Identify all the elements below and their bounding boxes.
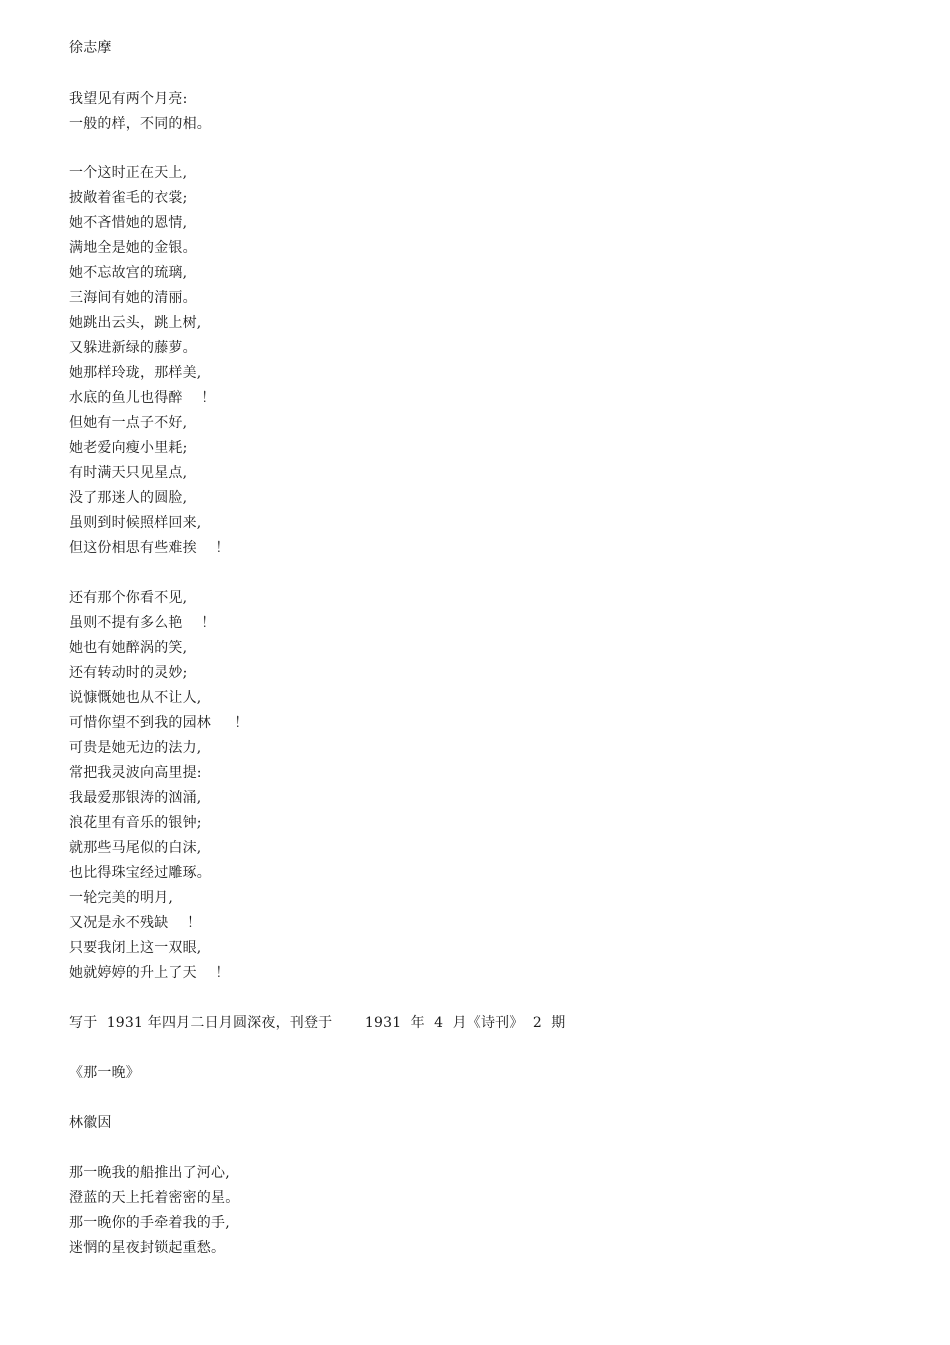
- poem-line: 她不吝惜她的恩情,: [69, 215, 188, 231]
- poem-line: 说慷慨她也从不让人,: [69, 690, 202, 706]
- poem-line: 她老爱向瘦小里耗;: [69, 440, 188, 456]
- poem-line: 可惜你望不到我的园林 ！: [69, 715, 249, 731]
- poem-line: 浪花里有音乐的银钟;: [69, 815, 202, 831]
- poem-line: 那一晚我的船推出了河心,: [69, 1165, 230, 1181]
- poem-line: 澄蓝的天上托着密密的星。: [69, 1190, 240, 1206]
- poem-line: 她就婷婷的升上了天 ！: [69, 965, 230, 981]
- poem-line: 一个这时正在天上,: [69, 165, 188, 181]
- poem-line: 常把我灵波向高里提:: [69, 765, 202, 781]
- poem-line: 她不忘故宫的琉璃,: [69, 265, 188, 281]
- publication-note: 写于 1931 年四月二日月圆深夜，刊登于 1931 年 4 月《诗刊》 2 期: [69, 1015, 566, 1031]
- poem-line: 没了那迷人的圆脸,: [69, 490, 188, 506]
- poem-line: 一轮完美的明月,: [69, 890, 174, 906]
- poem-line: 有时满天只见星点,: [69, 465, 188, 481]
- poem-line: 又况是永不残缺 ！: [69, 915, 202, 931]
- poem-line: 满地全是她的金银。: [69, 240, 197, 256]
- poem-line: 我最爱那银涛的汹涌,: [69, 790, 202, 806]
- poem-line: 披敞着雀毛的衣裳;: [69, 190, 188, 206]
- poem-line: 她跳出云头，跳上树,: [69, 315, 202, 331]
- poem-line: 迷惘的星夜封锁起重愁。: [69, 1240, 226, 1256]
- poem-line: 可贵是她无边的法力,: [69, 740, 202, 756]
- author-name: 林徽因: [69, 1115, 112, 1131]
- poem-line: 我望见有两个月亮:: [69, 91, 188, 107]
- poem-line: 还有转动时的灵妙;: [69, 665, 188, 681]
- poem-line: 又躲进新绿的藤萝。: [69, 340, 197, 356]
- poem-line: 虽则不提有多么艳 ！: [69, 615, 216, 631]
- poem-line: 也比得珠宝经过雕琢。: [69, 865, 211, 881]
- poem-line: 还有那个你看不见,: [69, 590, 188, 606]
- poem-line: 就那些马尾似的白沫,: [69, 840, 202, 856]
- poem-line: 虽则到时候照样回来,: [69, 515, 202, 531]
- poem-line: 她也有她醉涡的笑,: [69, 640, 188, 656]
- poem-line: 只要我闭上这一双眼,: [69, 940, 202, 956]
- poem-line: 三海间有她的清丽。: [69, 290, 197, 306]
- poem-title: 《那一晚》: [69, 1065, 140, 1081]
- poem-line: 那一晚你的手牵着我的手,: [69, 1215, 230, 1231]
- poem-line: 水底的鱼儿也得醉 ！: [69, 390, 216, 406]
- poem-line: 但这份相思有些难挨 ！: [69, 540, 230, 556]
- poem-line: 但她有一点子不好,: [69, 415, 188, 431]
- poem-line: 她那样玲珑，那样美,: [69, 365, 202, 381]
- poem-line: 一般的样，不同的相。: [69, 116, 211, 132]
- author-name: 徐志摩: [69, 40, 112, 56]
